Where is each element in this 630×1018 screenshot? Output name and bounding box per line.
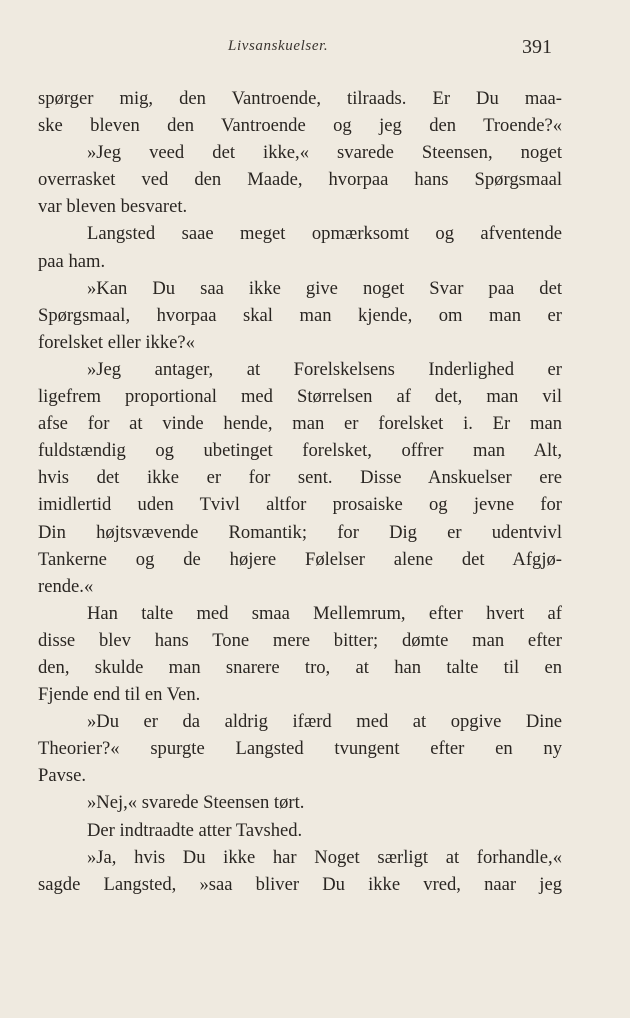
- text-line: overrasket ved den Maade, hvorpaa hans Spørgsmaal: [38, 169, 562, 191]
- text-line: Tankerne og de højere Følelser alene det Afgjø-: [38, 548, 562, 570]
- text-line: rende.«: [38, 575, 94, 597]
- text-line: ske bleven den Vantroende og jeg den Troende?«: [38, 115, 562, 137]
- page-number: 391: [522, 36, 552, 58]
- text-line: ligefrem proportional med Størrelsen af det, man vil: [38, 386, 562, 408]
- text-line: »Jeg veed det ikke,« svarede Steensen, noget: [87, 142, 562, 164]
- text-line: paa ham.: [38, 250, 106, 272]
- text-line: den, skulde man snarere tro, at han talte til en: [38, 656, 562, 678]
- text-line: Langsted saae meget opmærksomt og afventende: [87, 223, 562, 245]
- text-line: »Du er da aldrig ifærd med at opgive Dine: [87, 711, 562, 733]
- text-line: Der indtraadte atter Tavshed.: [87, 819, 303, 841]
- text-line: sagde Langsted, »saa bliver Du ikke vred, naar jeg: [38, 873, 562, 895]
- text-line: Han talte med smaa Mellemrum, efter hvert af: [87, 602, 562, 624]
- text-line: forelsket eller ikke?«: [38, 331, 195, 353]
- text-line: »Kan Du saa ikke give noget Svar paa det: [87, 277, 562, 299]
- text-line: »Ja, hvis Du ikke har Noget særligt at forhandle,«: [87, 846, 562, 868]
- text-line: spørger mig, den Vantroende, tilraads. Er Du maa-: [38, 88, 562, 109]
- text-line: fuldstændig og ubetinget forelsket, offrer man Alt,: [38, 440, 562, 462]
- text-line: »Nej,« svarede Steensen tørt.: [87, 792, 305, 814]
- text-line: Fjende end til en Ven.: [38, 684, 201, 706]
- text-line: afse for at vinde hende, man er forelsket i. Er man: [38, 413, 562, 435]
- text-line: var bleven besvaret.: [38, 196, 188, 218]
- text-line: Din højtsvævende Romantik; for Dig er udentvivl: [38, 521, 562, 543]
- text-line: Theorier?« spurgte Langsted tvungent efter en ny: [38, 738, 562, 760]
- text-line: hvis det ikke er for sent. Disse Anskuelser ere: [38, 467, 562, 489]
- text-line: Spørgsmaal, hvorpaa skal man kjende, om man er: [38, 304, 562, 326]
- running-title: Livsanskuelser.: [228, 38, 329, 54]
- text-line: Pavse.: [38, 765, 87, 787]
- body-text: [38, 85, 562, 898]
- text-line: »Jeg antager, at Forelskelsens Inderlighed er: [87, 358, 562, 380]
- text-line: disse blev hans Tone mere bitter; dømte man efter: [38, 629, 562, 651]
- page-header: [0, 36, 630, 60]
- text-line: imidlertid uden Tvivl altfor prosaiske og jevne for: [38, 494, 562, 516]
